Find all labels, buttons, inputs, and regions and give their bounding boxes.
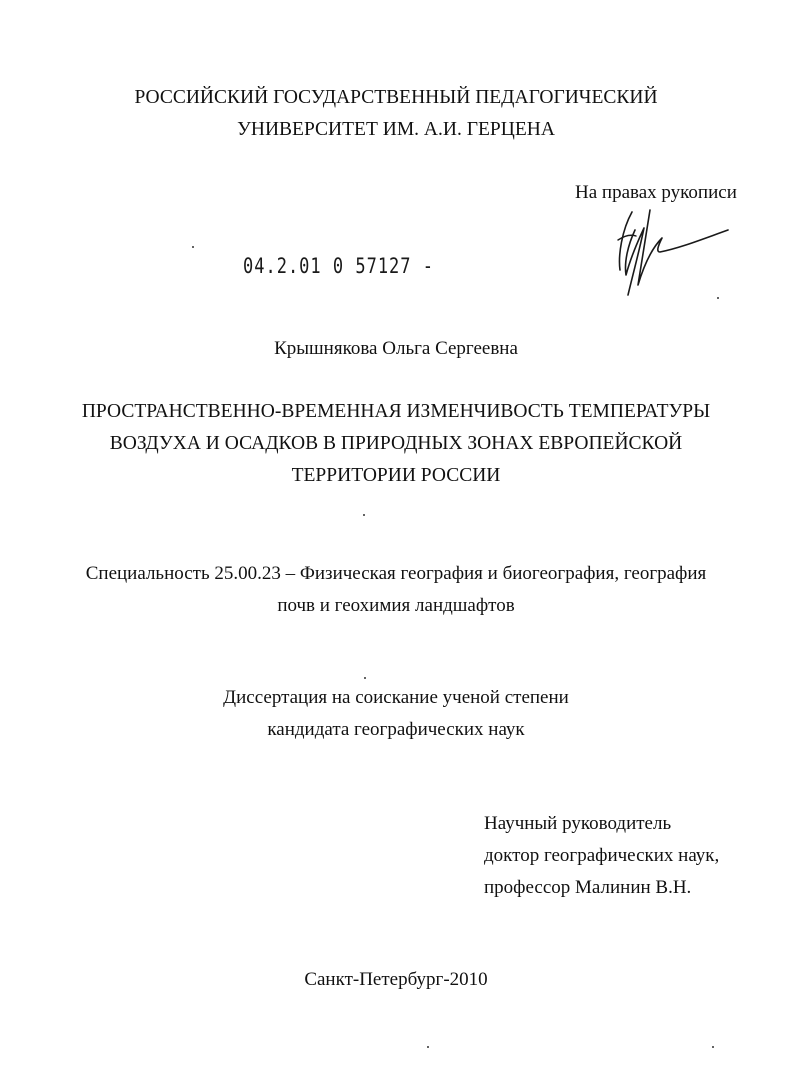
rights-note: На правах рукописи: [575, 182, 737, 203]
handwritten-signature: [600, 200, 730, 310]
registration-number-stamp: 04.2.01 0 57127 -: [243, 254, 434, 279]
scan-speck: [717, 297, 719, 299]
advisor-line-1: Научный руководитель: [484, 813, 672, 834]
scan-speck: [712, 1046, 714, 1048]
scan-speck: [364, 677, 366, 679]
title-line-3: ТЕРРИТОРИИ РОССИИ: [291, 465, 501, 486]
specialty-line-2: почв и геохимия ландшафтов: [277, 595, 515, 616]
advisor-line-2: доктор географических наук,: [484, 845, 720, 866]
advisor-line-3: профессор Малинин В.Н.: [484, 877, 692, 898]
university-name-line-2: УНИВЕРСИТЕТ ИМ. А.И. ГЕРЦЕНА: [237, 119, 555, 140]
degree-line-2: кандидата географических наук: [267, 719, 525, 740]
author-name: Крышнякова Ольга Сергеевна: [274, 338, 518, 359]
specialty-line-1: Специальность 25.00.23 – Физическая география и биогеография, география: [85, 563, 707, 584]
university-name-line-1: РОССИЙСКИЙ ГОСУДАРСТВЕННЫЙ ПЕДАГОГИЧЕСКИЙ: [134, 87, 658, 108]
title-line-2: ВОЗДУХА И ОСАДКОВ В ПРИРОДНЫХ ЗОНАХ ЕВРОПЕЙСКОЙ: [109, 433, 683, 454]
degree-line-1: Диссертация на соискание ученой степени: [223, 687, 569, 708]
title-line-1: ПРОСТРАНСТВЕННО-ВРЕМЕННАЯ ИЗМЕНЧИВОСТЬ ТЕМПЕРАТУРЫ: [81, 401, 711, 422]
scan-speck: [363, 514, 365, 516]
scan-speck: [427, 1046, 429, 1048]
place-and-year: Санкт-Петербург-2010: [304, 969, 488, 990]
scan-speck: [192, 246, 194, 248]
